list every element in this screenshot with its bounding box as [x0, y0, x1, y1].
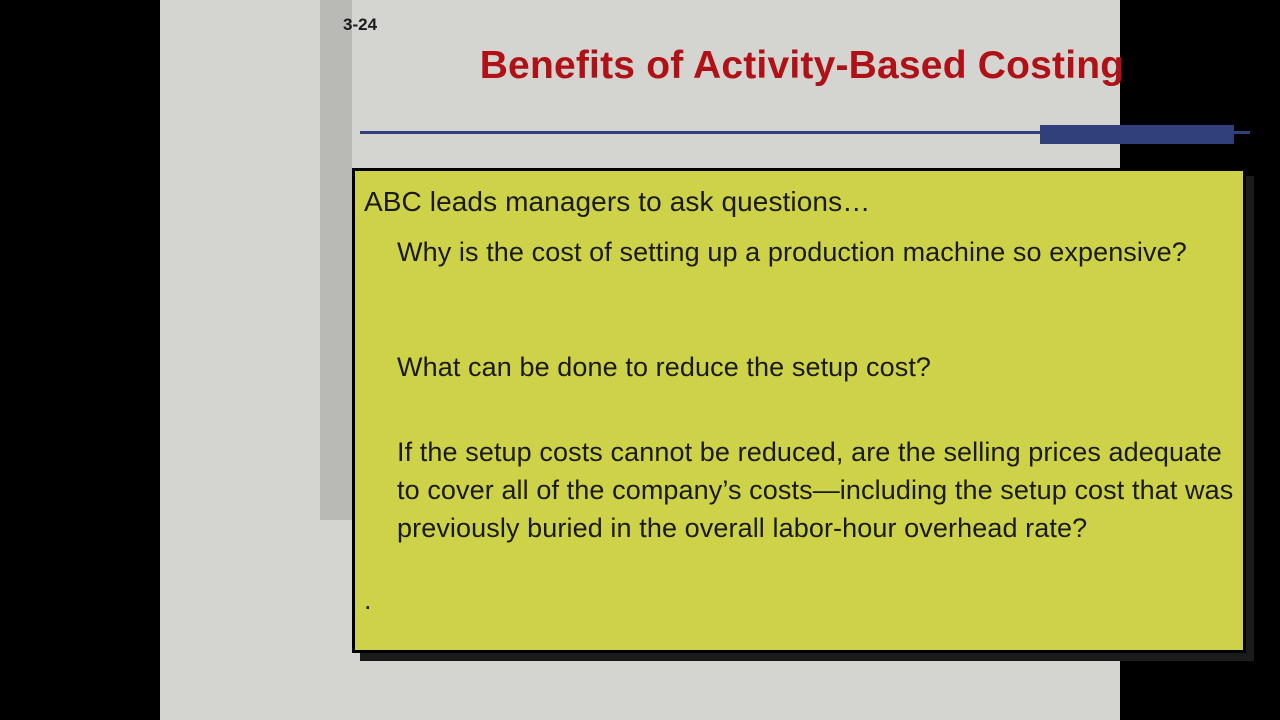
content-inner: [355, 171, 1243, 650]
slide-number: 3-24: [343, 15, 378, 34]
title-accent-block: [1040, 125, 1234, 144]
content-trailing-mark: .: [364, 585, 372, 615]
page-title: Benefits of Activity-Based Costing: [479, 44, 1125, 87]
slide-canvas: [160, 0, 1234, 720]
content-question-3: If the setup costs cannot be reduced, are the selling prices adequate to cover all of the company’s costs—including the setup cost that was previously buried in the overall labor-hour overhead rate?: [397, 437, 1234, 543]
content-question-2: What can be done to reduce the setup cost?: [397, 352, 932, 382]
content-question-1: Why is the cost of setting up a production machine so expensive?: [397, 237, 1187, 267]
left-decorative-band: [320, 0, 352, 520]
content-lead-line: ABC leads managers to ask questions…: [364, 186, 871, 217]
content-box: [352, 168, 1246, 653]
